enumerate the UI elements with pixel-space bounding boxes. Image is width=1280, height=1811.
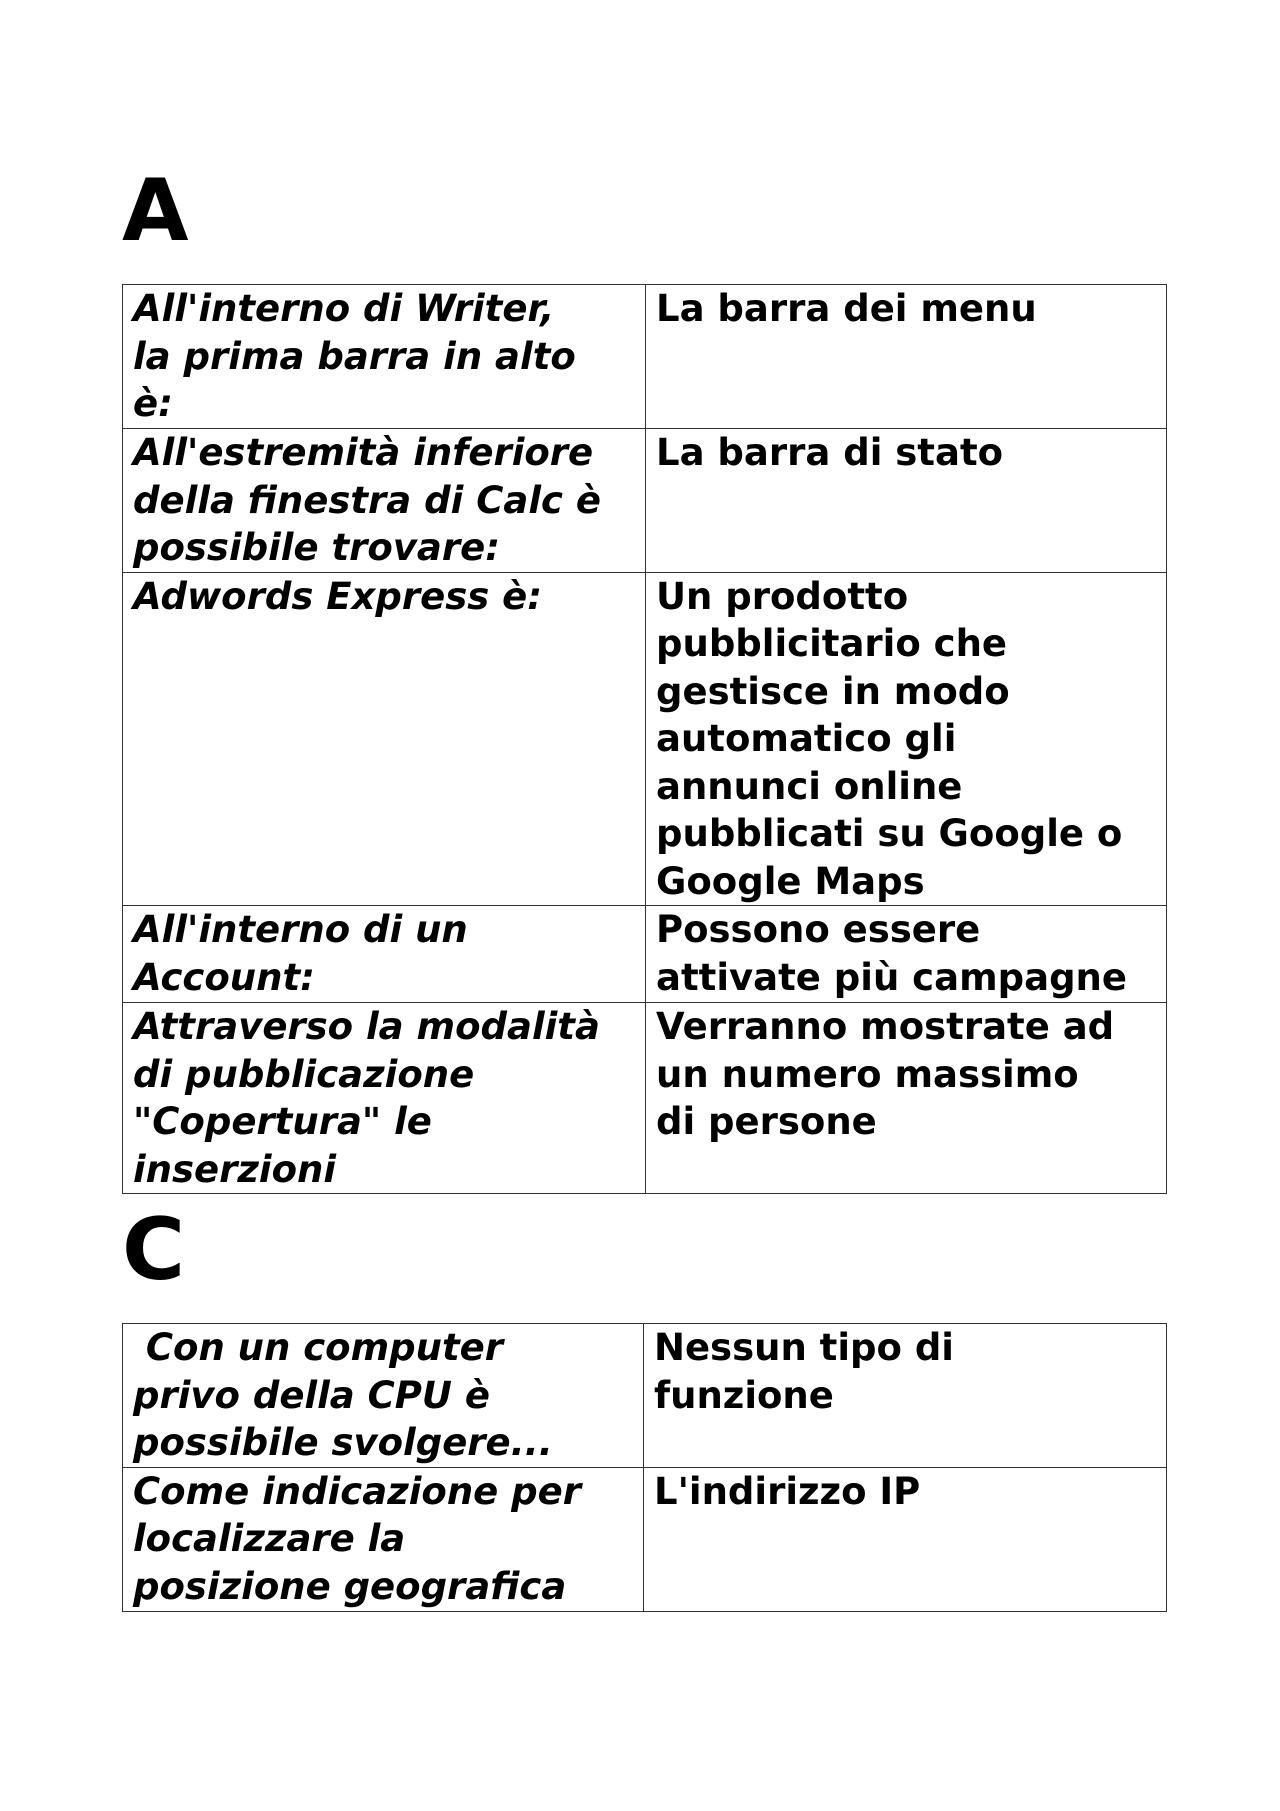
table-row — [123, 1467, 1167, 1611]
answer-cell: Nessun tipo di funzione — [644, 1324, 1167, 1468]
answer-cell: La barra dei menu — [646, 285, 1167, 429]
section-heading-a: A — [122, 161, 189, 261]
table-row — [123, 906, 1167, 1003]
table-row — [123, 1003, 1167, 1194]
answer-cell: L'indirizzo IP — [644, 1467, 1167, 1611]
question-cell: All'interno di un Account: — [123, 906, 646, 1003]
quiz-table-c — [122, 1323, 1167, 1612]
question-cell: Con un computer privo della CPU è possibile svolgere... — [123, 1324, 644, 1468]
question-cell: Attraverso la modalità di pubblicazione "Copertura" le inserzioni — [123, 1003, 646, 1194]
answer-cell: Un prodotto pubblicitario che gestisce in modo automatico gli annunci online pubblicati su Google o Google Maps — [646, 572, 1167, 906]
question-cell: All'estremità inferiore della finestra di Calc è possibile trovare: — [123, 429, 646, 573]
table-row — [123, 1324, 1167, 1468]
answer-cell: La barra di stato — [646, 429, 1167, 573]
table-row — [123, 285, 1167, 429]
table-row — [123, 429, 1167, 573]
table-row — [123, 572, 1167, 906]
question-cell: All'interno di Writer, la prima barra in alto è: — [123, 285, 646, 429]
question-cell: Come indicazione per localizzare la posizione geografica — [123, 1467, 644, 1611]
answer-cell: Verranno mostrate ad un numero massimo di persone — [646, 1003, 1167, 1194]
question-cell: Adwords Express è: — [123, 572, 646, 906]
section-heading-c: C — [122, 1200, 186, 1300]
answer-cell: Possono essere attivate più campagne — [646, 906, 1167, 1003]
quiz-table-a — [122, 284, 1167, 1194]
